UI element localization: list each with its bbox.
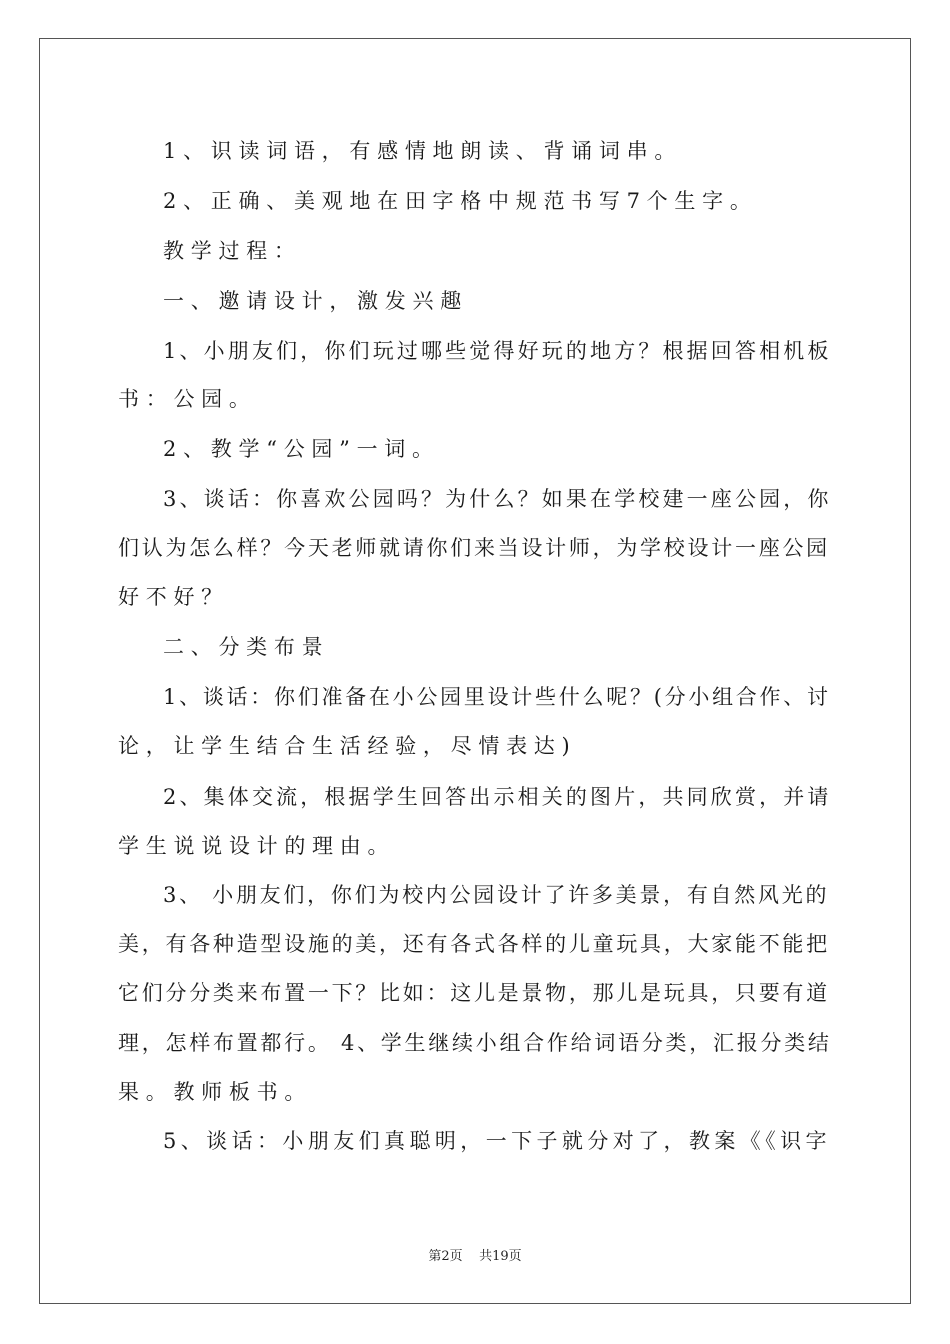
text-line: 论，让学生结合生活经验，尽情表达) [118,734,577,758]
text-line: 书：公园。 [118,387,257,411]
text-line: 们认为怎么样？今天老师就请你们来当设计师，为学校设计一座公园 [118,536,830,560]
text-line: 学生说说设计的理由。 [118,834,396,858]
page-number-footer: 第2页 共19页 [428,1249,522,1264]
text-line: 理，怎样布置都行。 4、学生继续小组合作给词语分类，汇报分类结 [118,1031,832,1055]
text-line: 美，有各种造型设施的美，还有各式各样的儿童玩具，大家能不能把 [118,932,830,956]
section-heading: 教学过程： [163,239,302,263]
page-border [39,38,911,1304]
text-line: 好不好？ [118,585,229,609]
section-heading: 二、分类布景 [163,635,330,659]
text-line: 3、谈话：你喜欢公园吗？为什么？如果在学校建一座公园，你 [163,487,832,511]
text-line: 果。教师板书。 [118,1080,313,1104]
section-heading: 一、邀请设计，激发兴趣 [163,289,468,313]
text-line: 它们分分类来布置一下？比如：这儿是景物，那儿是玩具，只要有道 [118,981,830,1005]
text-line: 2、集体交流，根据学生回答出示相关的图片，共同欣赏，并请 [163,785,832,809]
text-line: 3、 小朋友们，你们为校内公园设计了许多美景，有自然风光的 [163,883,830,907]
text-line: 2、教学“公园”一词。 [163,437,440,461]
text-line: 1、识读词语，有感情地朗读、背诵词串。 [163,139,683,163]
text-line: 2、正确、美观地在田字格中规范书写7个生字。 [163,189,758,213]
text-line: 5、谈话：小朋友们真聪明，一下子就分对了，教案《《识字 [163,1129,831,1153]
text-line: 1、小朋友们，你们玩过哪些觉得好玩的地方？根据回答相机板 [163,339,832,363]
text-line: 1、谈话：你们准备在小公园里设计些什么呢？(分小组合作、讨 [163,685,831,709]
